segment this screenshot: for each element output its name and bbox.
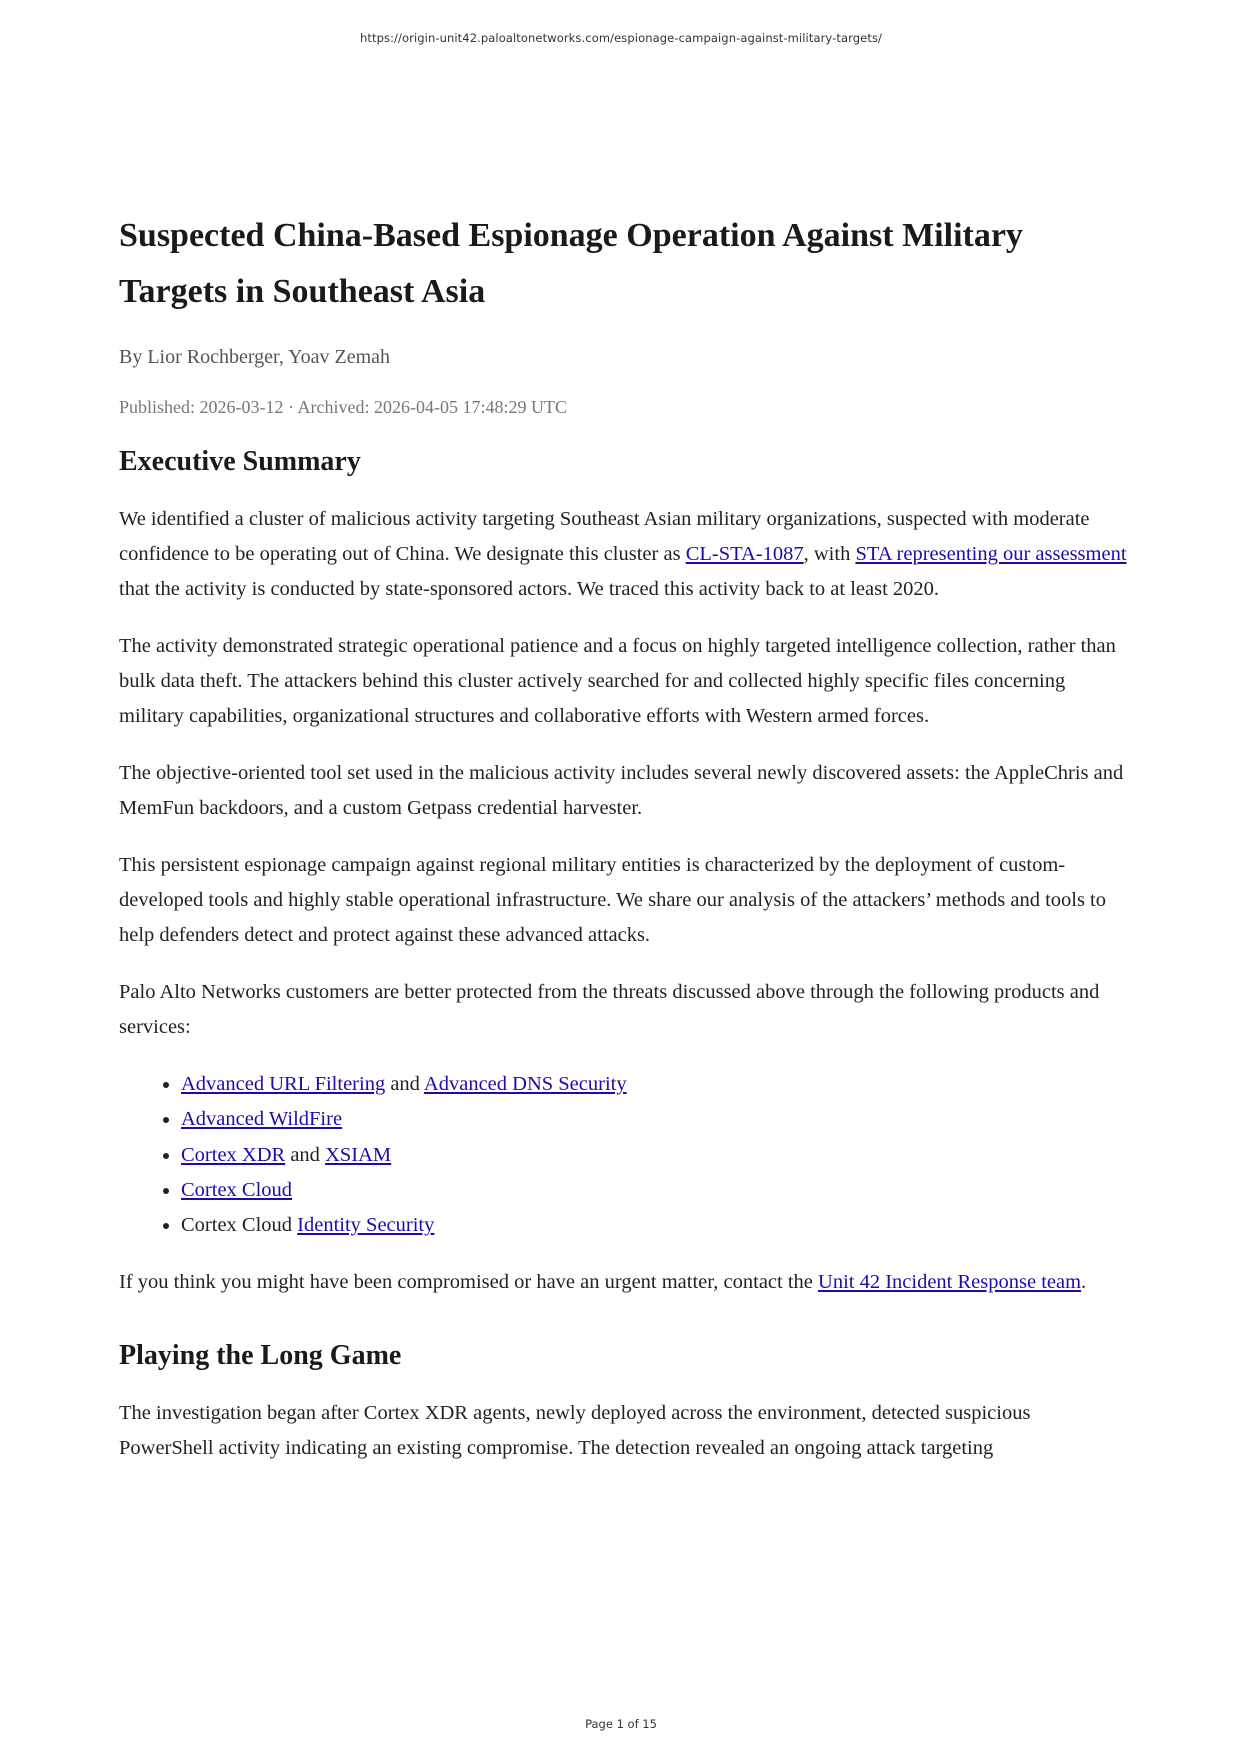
link-unit42-incident-response[interactable]: Unit 42 Incident Response team	[818, 1271, 1082, 1294]
text-run: , with	[803, 543, 856, 565]
link-advanced-url-filtering[interactable]: Advanced URL Filtering	[181, 1073, 386, 1095]
text-run: and	[285, 1143, 326, 1166]
paragraph-cluster-intro	[119, 502, 1129, 607]
page-number-footer: Page 1 of 15	[585, 1717, 657, 1731]
article-content	[119, 208, 1129, 1488]
link-cortex-cloud[interactable]: Cortex Cloud	[181, 1178, 293, 1201]
article-publish-meta: Published: 2026-03-12 · Archived: 2026-04-05 17:48:29 UTC	[119, 397, 567, 417]
text-run: We identified a cluster of malicious activity targeting Southeast Asian military organizations, suspected with moderate confidence to be operating out of China. We designate this cluster as	[119, 508, 1090, 565]
paragraph-investigation-start: The investigation began after Cortex XDR agents, newly deployed across the environment, detected suspicious PowerShell activity indicating an existing compromise. The detection revealed an ongoing attack targeting	[119, 1402, 1031, 1460]
list-item	[181, 1102, 1129, 1137]
list-item	[181, 1208, 1129, 1243]
section-heading-playing-long-game: Playing the Long Game	[119, 1340, 402, 1372]
link-advanced-wildfire[interactable]: Advanced WildFire	[181, 1108, 343, 1131]
page-url-header: https://origin-unit42.paloaltonetworks.com/espionage-campaign-against-military-targets/	[359, 31, 883, 45]
link-xsiam[interactable]: XSIAM	[325, 1143, 392, 1166]
paragraph-protection-intro: Palo Alto Networks customers are better protected from the threats discussed above through the following products and services:	[119, 981, 1100, 1038]
list-item	[181, 1173, 1129, 1208]
article-title: Suspected China-Based Espionage Operation Against Military Targets in Southeast Asia	[119, 217, 1023, 310]
text-run: and	[385, 1073, 424, 1095]
paragraph-tool-set: The objective-oriented tool set used in the malicious activity includes several newly discovered assets: the AppleChris and MemFun backdoors, and a custom Getpass credential harvester.	[119, 762, 1124, 819]
paragraph-operational-patience: The activity demonstrated strategic operational patience and a focus on highly targeted intelligence collection, rather than bulk data theft. The attackers behind this cluster actively searched for and collected highly specific files concerning military capabilities, organizational structures and collaborative efforts with Western armed forces.	[119, 635, 1116, 727]
article-byline: By Lior Rochberger, Yoav Zemah	[119, 346, 391, 368]
section-heading-executive-summary: Executive Summary	[119, 446, 361, 477]
text-run: Cortex Cloud	[181, 1214, 298, 1237]
link-cortex-xdr[interactable]: Cortex XDR	[181, 1143, 286, 1166]
list-item	[181, 1138, 1129, 1173]
text-run: If you think you might have been compromised or have an urgent matter, contact the	[119, 1271, 819, 1294]
paragraph-persistent-campaign: This persistent espionage campaign against regional military entities is characterized by the deployment of custom-developed tools and highly stable operational infrastructure. We share our analysis of the attackers’ methods and tools to help defenders detect and protect against these advanced attacks.	[119, 854, 1107, 946]
link-identity-security[interactable]: Identity Security	[297, 1214, 435, 1237]
text-run: .	[1081, 1271, 1087, 1294]
link-advanced-dns-security[interactable]: Advanced DNS Security	[423, 1073, 627, 1095]
link-cl-sta-1087[interactable]: CL-STA-1087	[685, 543, 804, 565]
list-item	[181, 1067, 1129, 1102]
paragraph-incident-response	[119, 1265, 1129, 1300]
products-list	[119, 1067, 1129, 1243]
text-run: that the activity is conducted by state-sponsored actors. We traced this activity back to at least 2020.	[119, 578, 940, 600]
link-sta-assessment[interactable]: STA representing our assessment	[855, 543, 1127, 565]
